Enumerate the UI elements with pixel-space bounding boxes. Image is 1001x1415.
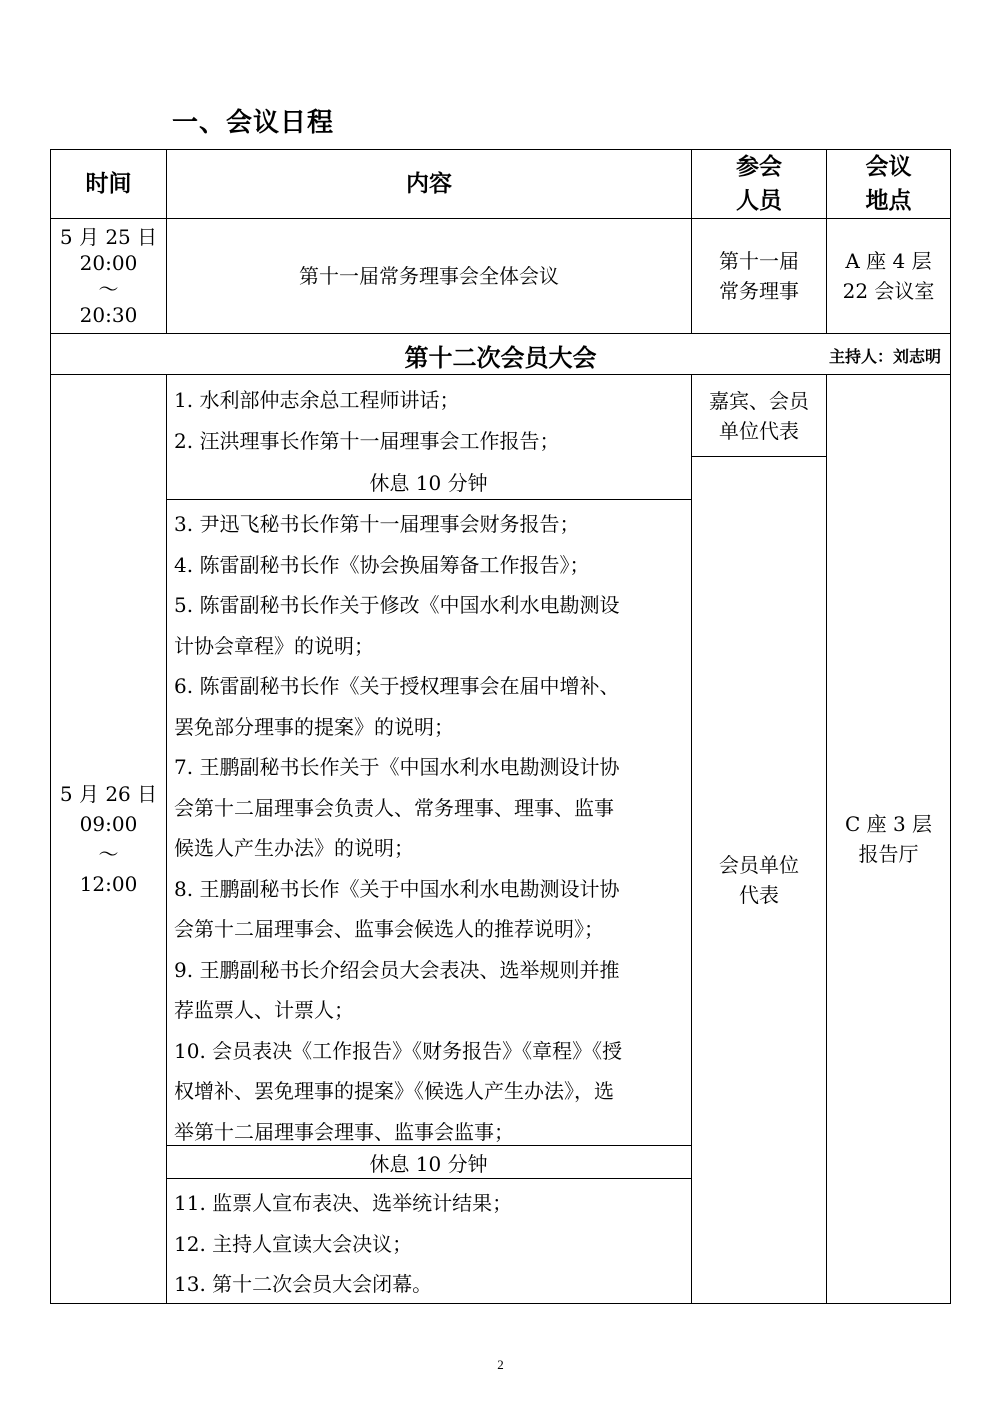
agenda-item: 会第十二届理事会负责人、常务理事、理事、监事 [174, 795, 614, 820]
header-venue: 会议 地点 [865, 154, 912, 214]
agenda-item: 2. 汪洪理事长作第十一届理事会工作报告； [174, 428, 560, 453]
agenda-item: 8. 王鹏副秘书长作《关于中国水利水电勘测设计协 [174, 876, 620, 901]
row1-venue: A 座 4 层 22 会议室 [842, 249, 935, 303]
row1-attendees: 第十一届 常务理事 [719, 249, 799, 303]
agenda-item: 荐监票人、计票人； [174, 998, 354, 1022]
agenda-item: 1. 水利部仲志余总工程师讲话； [174, 388, 460, 412]
agenda-item: 举第十二届理事会理事、监事会监事； [174, 1119, 514, 1144]
page-number: 2 [497, 1357, 504, 1372]
header-content: 内容 [406, 171, 452, 197]
agenda-item: 7. 王鹏副秘书长作关于《中国水利水电勘测设计协 [174, 755, 620, 779]
agenda-item: 计协会章程》的说明； [174, 633, 374, 658]
row2-time: 5 月 26 日 09:00 ～ 12:00 [59, 782, 158, 896]
section-row [50, 334, 951, 374]
break-2: 休息 10 分钟 [369, 1152, 488, 1176]
agenda-item: 罢免部分理事的提案》的说明； [174, 714, 454, 739]
row2-venue: C 座 3 层 报告厅 [844, 812, 933, 866]
agenda-item: 11. 监票人宣布表决、选举统计结果； [174, 1191, 513, 1215]
agenda-item: 权增补、罢免理事的提案》《候选人产生办法》，选 [174, 1079, 614, 1103]
row1-content: 第十一届常务理事会全体会议 [299, 264, 559, 288]
row2-attendees-guests: 嘉宾、会员 单位代表 [709, 388, 809, 443]
break-1: 休息 10 分钟 [369, 471, 488, 495]
header-attendees: 参会 人员 [736, 154, 782, 214]
agenda-item: 候选人产生办法》的说明； [174, 836, 414, 860]
page-title: 一、会议日程 [172, 108, 335, 138]
agenda-item: 会第十二届理事会、监事会候选人的推荐说明》； [174, 917, 604, 941]
agenda-item: 3. 尹迅飞秘书长作第十一届理事会财务报告； [174, 512, 580, 536]
section-title: 第十二次会员大会 [404, 344, 597, 372]
agenda-item: 13. 第十二次会员大会闭幕。 [174, 1272, 433, 1296]
host-label: 主持人：刘志明 [828, 347, 941, 366]
row2-attendees-members: 会员单位 代表 [719, 853, 799, 907]
header-time: 时间 [85, 171, 132, 197]
agenda-item: 12. 主持人宣读大会决议； [174, 1231, 413, 1256]
agenda-block-3 [174, 1183, 686, 1305]
row1-time: 5 月 25 日 20:00 ～ 20:30 [59, 225, 158, 327]
agenda-item: 5. 陈雷副秘书长作关于修改《中国水利水电勘测设 [174, 593, 620, 617]
agenda-item: 9. 王鹏副秘书长介绍会员大会表决、选举规则并推 [174, 957, 620, 982]
agenda-item: 6. 陈雷副秘书长作《关于授权理事会在届中增补、 [174, 674, 620, 698]
agenda-item: 4. 陈雷副秘书长作《协会换届筹备工作报告》； [174, 552, 590, 577]
agenda-block-2 [174, 504, 686, 1152]
agenda-item: 10. 会员表决《工作报告》《财务报告》《章程》《授 [174, 1038, 623, 1063]
agenda-block-1 [174, 380, 686, 461]
